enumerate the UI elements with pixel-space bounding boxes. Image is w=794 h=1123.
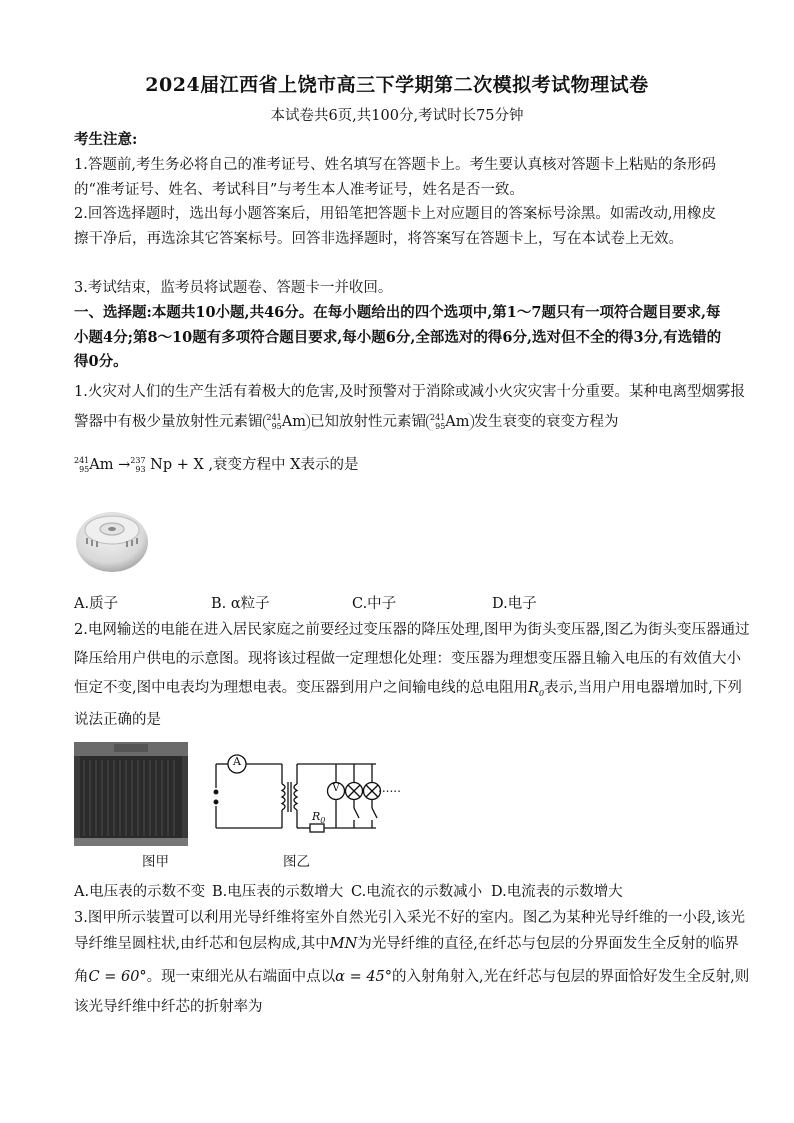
notice-item-1: 1.答题前,考生务必将自己的准考证号、姓名填写在答题卡上。考生要认真核对答题卡上粘贴的条形码的“准考证号、姓名、考试科目”与考生本人准考证号，姓名是否一致。: [74, 157, 716, 198]
q2-option-b[interactable]: B.电压表的示数增大: [212, 884, 344, 900]
q2-line-3: 恒定不变,图中电表均为理想电表。变压器到用户之间输电线的总电阻用$R_0$表示,当用户用电器增加时,下列: [74, 680, 742, 698]
q1-text-b: 已知放射性元素镅: [310, 414, 427, 430]
q2-option-d[interactable]: D.电流表的示数增大: [491, 884, 623, 900]
incident-angle: α = 45°: [335, 969, 393, 985]
q3-line-4: 该光导纤维中纤芯的折射率为: [74, 999, 263, 1015]
figure-a-label: 图甲: [142, 854, 169, 870]
r0-label: $R_0$: [312, 810, 326, 826]
q2-line-2: 降压给用户供电的示意图。现将该过程做一定理想化处理：变压器为理想变压器且输入电压的有效值大小: [74, 651, 741, 667]
am-isotope-1: 241 95 Am: [263, 413, 311, 431]
am-isotope-2: 241 95 Am: [426, 413, 474, 431]
smoke-detector-image: [74, 496, 150, 580]
q1-text-c: 发生衰变的衰变方程为: [473, 414, 619, 430]
q2-option-c[interactable]: C.电流衣的示数减小: [351, 884, 483, 900]
page-subtitle: 本试卷共6页,共100分,考试时长75分钟: [270, 108, 524, 124]
ammeter-label: A: [233, 755, 241, 768]
q1-option-c[interactable]: C.中子: [352, 596, 397, 612]
notice-item-3: 3.考试结束，监考员将试题卷、答题卡一并收回。: [74, 280, 393, 296]
q2-line-4: 说法正确的是: [74, 712, 161, 728]
q3-line-2: 导纤维呈圆柱状,由纤芯和包层构成,其中MN为光导纤维的直径,在纤芯与包层的分界面发生全反射的临界: [74, 936, 739, 952]
q1-text-a: 警器中有极少量放射性元素镅: [74, 414, 263, 430]
page-title: 2024届江西省上饶市高三下学期第二次模拟考试物理试卷: [145, 74, 649, 96]
q1-option-a[interactable]: A.质子: [74, 596, 119, 612]
q1-options: [74, 592, 722, 612]
r0-symbol: $R_0$: [528, 680, 545, 698]
voltmeter-label: V: [332, 783, 340, 794]
q1-option-d[interactable]: D.电子: [492, 596, 537, 612]
q2-options: [74, 880, 722, 900]
notice-item-2: 2.回答选择题时，选出每小题答案后，用铅笔把答题卡上对应题目的答案标号涂黑。如需改动,用橡皮擦干净后，再选涂其它答案标号。回答非选择题时，将答案写在答题卡上，写在本试卷上无效。: [74, 206, 716, 247]
notice-heading: 考生注意:: [74, 131, 138, 148]
figure-b-label: 图乙: [283, 854, 310, 870]
q2-line-1: 2.电网输送的电能在进入居民家庭之前要经过变压器的降压处理,图甲为街头变压器,图乙为街头变压器通过: [74, 622, 750, 638]
q1-line-2: [74, 410, 734, 431]
q1-line-1: 1.火灾对人们的生产生活有着极大的危害,及时预警对于消除或减小火灾灾害十分重要。某种电离型烟雾报: [74, 384, 745, 400]
q2-option-a[interactable]: A.电压表的示数不变: [74, 884, 206, 900]
q3-line-1: 3.图甲所示装置可以利用光导纤维将室外自然光引入采光不好的室内。图乙为某种光导纤维的一小段,该光: [74, 910, 745, 926]
circuit-continuation-dots: ......: [378, 781, 401, 795]
transformer-photo: [74, 742, 188, 846]
critical-angle: C = 60°: [88, 969, 147, 985]
mn-symbol: MN: [329, 936, 358, 952]
q1-equation: 241 95 Am → 237 93 Np + X ,衰变方程中 X表示的是: [74, 456, 359, 474]
q3-line-3: 角C = 60°。现一束细光从右端面中点以α = 45°的入射角射入,光在纤芯与包层的界面恰好发生全反射,则: [74, 969, 750, 985]
section-heading: 一、选择题:本题共10小题,共46分。在每小题给出的四个选项中,第1～7题只有一项符合题目要求,每小题4分;第8～10题有多项符合题目要求,每小题6分,全部选对的得6分,选对但不全的得3分,有选错的得0分。: [74, 304, 722, 370]
q1-option-b[interactable]: B. α粒子: [211, 596, 270, 612]
